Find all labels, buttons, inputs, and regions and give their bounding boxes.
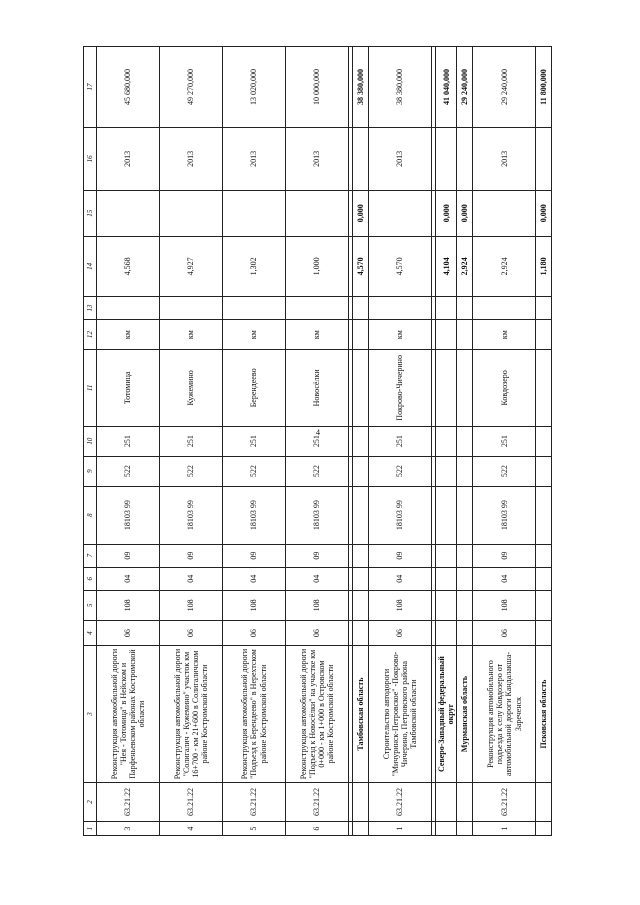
col8-cell: 18103 99 (286, 486, 349, 544)
table-row (97, 47, 160, 836)
col10-cell: 251 (286, 426, 349, 456)
column-number-5: 5 (84, 590, 97, 620)
empty-cell (353, 320, 369, 350)
empty-cell (457, 320, 473, 350)
column-number-10: 10 (84, 426, 97, 456)
empty-cell (353, 296, 369, 319)
capacity-total: 2,924 (457, 236, 473, 296)
page-number: 4 (316, 428, 320, 437)
object-name: Реконструкция автомобильной дороги "Подъезд к Берендеево" в Нерехтском районе Костромской области (223, 646, 286, 783)
row-number: 4 (160, 822, 223, 836)
col8-cell: 18103 99 (160, 486, 223, 544)
empty-cell (536, 782, 552, 821)
empty-cell (353, 350, 369, 426)
empty-cell (457, 782, 473, 821)
empty-cell (536, 456, 552, 486)
col5-cell: 108 (473, 590, 536, 620)
location-cell: Новосёлки (286, 350, 349, 426)
region-row (457, 47, 473, 836)
empty-cell (536, 486, 552, 544)
table-row (160, 47, 223, 836)
col10-cell: 251 (97, 426, 160, 456)
year-cell: 2013 (286, 128, 349, 190)
col7-cell: 09 (473, 544, 536, 567)
rotated-table-sheet (83, 46, 608, 836)
column-number-1: 1 (84, 822, 97, 836)
column-number-15: 15 (84, 190, 97, 236)
year-cell: 2013 (223, 128, 286, 190)
col10-cell: 251 (160, 426, 223, 456)
col6-cell: 04 (160, 567, 223, 590)
col8-cell: 18103 99 (223, 486, 286, 544)
empty-cell (436, 456, 457, 486)
empty-cell (353, 822, 369, 836)
col13-cell (473, 296, 536, 319)
empty-cell (436, 590, 457, 620)
col9-cell: 522 (160, 456, 223, 486)
empty-cell (457, 128, 473, 190)
table-row (473, 47, 536, 836)
empty-cell (536, 296, 552, 319)
col7-cell: 09 (160, 544, 223, 567)
col4-cell: 06 (97, 620, 160, 645)
empty-cell (436, 128, 457, 190)
unit-cell: км (286, 320, 349, 350)
col15-total: 0,000 (536, 190, 552, 236)
sum-total: 29 240,000 (457, 47, 473, 128)
empty-cell (353, 590, 369, 620)
empty-cell (353, 486, 369, 544)
col10-cell: 251 (223, 426, 286, 456)
unit-cell: км (369, 320, 432, 350)
empty-cell (536, 320, 552, 350)
col15-cell (160, 190, 223, 236)
year-cell: 2013 (160, 128, 223, 190)
region-name: Псковская область (536, 646, 552, 783)
col9-cell: 522 (223, 456, 286, 486)
row-number: 1 (369, 822, 432, 836)
col5-cell: 108 (223, 590, 286, 620)
column-number-13: 13 (84, 296, 97, 319)
capacity-total: 1,180 (536, 236, 552, 296)
empty-cell (436, 296, 457, 319)
sum-cell: 49 270,000 (160, 47, 223, 128)
sum-cell: 10 000,000 (286, 47, 349, 128)
column-number-12: 12 (84, 320, 97, 350)
col15-cell (369, 190, 432, 236)
capacity-total: 4,104 (436, 236, 457, 296)
col15-cell (473, 190, 536, 236)
object-name: Реконструкция автомобильного подъезда к селу Ковдозеро от автомобильной дороги Кандалакша-Зареченск (473, 646, 536, 783)
sum-cell: 45 680,000 (97, 47, 160, 128)
col6-cell: 04 (369, 567, 432, 590)
capacity-cell: 2,924 (473, 236, 536, 296)
column-number-2: 2 (84, 782, 97, 821)
empty-cell (353, 456, 369, 486)
table-row (369, 47, 432, 836)
sum-total: 38 380,000 (353, 47, 369, 128)
location-cell: Кужемино (160, 350, 223, 426)
capacity-cell: 4,568 (97, 236, 160, 296)
location-cell: Ковдозеро (473, 350, 536, 426)
col13-cell (286, 296, 349, 319)
column-number-14: 14 (84, 236, 97, 296)
col4-cell: 06 (286, 620, 349, 645)
unit-cell: км (160, 320, 223, 350)
empty-cell (353, 426, 369, 456)
col4-cell: 06 (473, 620, 536, 645)
object-name: Реконструкция автомобильной дороги "Нея - Тотомица" в Нейском и Парфеньевском районах Костромской области (97, 646, 160, 783)
empty-cell (436, 620, 457, 645)
code-cell: 63.21.22 (473, 782, 536, 821)
empty-cell (353, 567, 369, 590)
row-number: 5 (223, 822, 286, 836)
unit-cell: км (97, 320, 160, 350)
col6-cell: 04 (223, 567, 286, 590)
column-number-11: 11 (84, 350, 97, 426)
empty-cell (457, 456, 473, 486)
col6-cell: 04 (286, 567, 349, 590)
column-number-7: 7 (84, 544, 97, 567)
empty-cell (457, 620, 473, 645)
empty-cell (436, 544, 457, 567)
col5-cell: 108 (369, 590, 432, 620)
empty-cell (536, 620, 552, 645)
column-number-6: 6 (84, 567, 97, 590)
capacity-cell: 4,570 (369, 236, 432, 296)
col9-cell: 522 (473, 456, 536, 486)
region-row (536, 47, 552, 836)
sum-total: 41 040,000 (436, 47, 457, 128)
empty-cell (436, 426, 457, 456)
row-number: 3 (97, 822, 160, 836)
col5-cell: 108 (97, 590, 160, 620)
column-number-16: 16 (84, 128, 97, 190)
capacity-cell: 1,000 (286, 236, 349, 296)
year-cell: 2013 (97, 128, 160, 190)
col15-total: 0,000 (353, 190, 369, 236)
object-name: Реконструкция автомобильной дороги "Солигалич - Кужемино" участок км 16+700 - км 21+600 в Солигаличском районе Костромской области (160, 646, 223, 783)
sum-cell: 29 240,000 (473, 47, 536, 128)
sum-cell: 13 020,000 (223, 47, 286, 128)
empty-cell (457, 822, 473, 836)
empty-cell (457, 426, 473, 456)
col8-cell: 18103 99 (473, 486, 536, 544)
capacity-total: 4,570 (353, 236, 369, 296)
sum-cell: 38 380,000 (369, 47, 432, 128)
column-number-9: 9 (84, 456, 97, 486)
empty-cell (536, 567, 552, 590)
col13-cell (160, 296, 223, 319)
unit-cell: км (223, 320, 286, 350)
sum-total: 11 800,000 (536, 47, 552, 128)
table-row (286, 47, 349, 836)
empty-cell (457, 486, 473, 544)
column-number-row (84, 47, 97, 836)
empty-cell (353, 620, 369, 645)
budget-table (83, 46, 552, 836)
col15-cell (223, 190, 286, 236)
table-body (84, 47, 552, 836)
object-name: Реконструкция автомобильной дороги "Подъезд к Новосёлки" на участке км 0+000 - км 1+000 в Островском районе Костромской области (286, 646, 349, 783)
code-cell: 63.21.22 (97, 782, 160, 821)
col4-cell: 06 (223, 620, 286, 645)
capacity-cell: 4,927 (160, 236, 223, 296)
year-cell: 2013 (369, 128, 432, 190)
col9-cell: 522 (97, 456, 160, 486)
col13-cell (97, 296, 160, 319)
row-number: 1 (473, 822, 536, 836)
empty-cell (536, 822, 552, 836)
empty-cell (536, 128, 552, 190)
col5-cell: 108 (160, 590, 223, 620)
column-number-8: 8 (84, 486, 97, 544)
col4-cell: 06 (160, 620, 223, 645)
col6-cell: 04 (97, 567, 160, 590)
col8-cell: 18103 99 (97, 486, 160, 544)
empty-cell (436, 782, 457, 821)
code-cell: 63.21.22 (223, 782, 286, 821)
col13-cell (223, 296, 286, 319)
column-number-4: 4 (84, 620, 97, 645)
col15-total: 0,000 (457, 190, 473, 236)
empty-cell (436, 567, 457, 590)
object-name: Строительство автодороги "Мичуринск-Петровское" -Покрово-Чичерино, Петровского района Тамбовской области (369, 646, 432, 783)
column-number-17: 17 (84, 47, 97, 128)
unit-cell: км (473, 320, 536, 350)
col9-cell: 522 (369, 456, 432, 486)
col4-cell: 06 (369, 620, 432, 645)
empty-cell (457, 544, 473, 567)
empty-cell (436, 350, 457, 426)
year-cell: 2013 (473, 128, 536, 190)
federal-district-row (436, 47, 457, 836)
location-cell: Покрово-Чичерино (369, 350, 432, 426)
region-name: Мурманская область (457, 646, 473, 783)
col15-total: 0,000 (436, 190, 457, 236)
location-cell: Берендеево (223, 350, 286, 426)
region-name: Тамбовская область (353, 646, 369, 783)
code-cell: 63.21.22 (286, 782, 349, 821)
col15-cell (286, 190, 349, 236)
empty-cell (436, 822, 457, 836)
col6-cell: 04 (473, 567, 536, 590)
col5-cell: 108 (286, 590, 349, 620)
empty-cell (353, 782, 369, 821)
col10-cell: 251 (473, 426, 536, 456)
empty-cell (536, 590, 552, 620)
col10-cell: 251 (369, 426, 432, 456)
col15-cell (97, 190, 160, 236)
table-row (223, 47, 286, 836)
col13-cell (369, 296, 432, 319)
empty-cell (353, 544, 369, 567)
empty-cell (536, 544, 552, 567)
code-cell: 63.21.22 (369, 782, 432, 821)
col8-cell: 18103 99 (369, 486, 432, 544)
column-number-3: 3 (84, 646, 97, 783)
empty-cell (457, 296, 473, 319)
col7-cell: 09 (369, 544, 432, 567)
federal-district-name: Северо-Западный федеральный округ (436, 646, 457, 783)
empty-cell (536, 426, 552, 456)
empty-cell (436, 486, 457, 544)
region-row (353, 47, 369, 836)
col9-cell: 522 (286, 456, 349, 486)
col7-cell: 09 (286, 544, 349, 567)
empty-cell (436, 320, 457, 350)
empty-cell (353, 128, 369, 190)
empty-cell (457, 350, 473, 426)
empty-cell (536, 350, 552, 426)
code-cell: 63.21.22 (160, 782, 223, 821)
col7-cell: 09 (223, 544, 286, 567)
row-number: 6 (286, 822, 349, 836)
empty-cell (457, 590, 473, 620)
empty-cell (457, 567, 473, 590)
col7-cell: 09 (97, 544, 160, 567)
location-cell: Тотомица (97, 350, 160, 426)
capacity-cell: 1,302 (223, 236, 286, 296)
